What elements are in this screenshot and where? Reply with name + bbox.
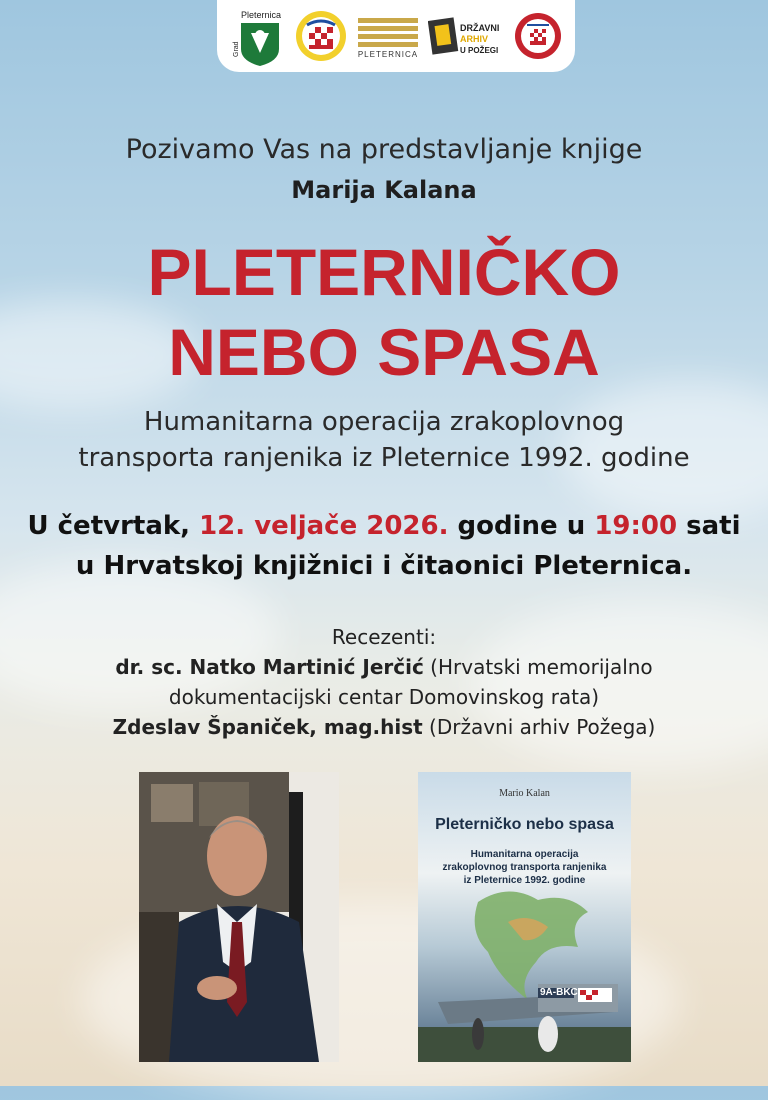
book-subtitle [0, 404, 768, 476]
svg-text:U POŽEGI: U POŽEGI [460, 46, 499, 55]
event-place: u Hrvatskoj knjižnici i čitaonici Pleternica. [75, 551, 693, 581]
event-date: 12. veljače 2026. [199, 511, 449, 541]
cover-subtitle [418, 848, 631, 887]
county-coat-of-arms-logo [294, 8, 348, 64]
svg-text:Grad: Grad [233, 41, 241, 57]
library-pleternica-logo [356, 8, 420, 64]
svg-text:DRŽAVNI: DRŽAVNI [460, 23, 500, 33]
invitation-text: Pozivamo Vas na predstavljanje knjige [125, 134, 643, 165]
cover-subtitle-3: iz Pleternice 1992. godine [463, 875, 586, 886]
event-date-time [0, 506, 768, 546]
reviewer-2-name: Zdeslav Španiček, mag.hist [112, 715, 423, 739]
book-title-line-1: PLETERNIČKO [147, 235, 621, 309]
event-middle: godine u [448, 511, 595, 541]
reviewers-heading: Recezenti: [331, 625, 437, 649]
event-details [0, 506, 768, 586]
croatian-emblem-logo [513, 8, 563, 64]
reviewer-1-institution-cont: dokumentacijski centar Domovinskog rata) [168, 685, 600, 709]
subtitle-line-2: transporta ranjenika iz Pleternice 1992. godine [78, 443, 690, 473]
reviewer-1-name: dr. sc. Natko Martinić Jerčić [115, 655, 424, 679]
subtitle-line-1: Humanitarna operacija zrakoplovnog [143, 407, 625, 437]
author-photo [139, 772, 339, 1062]
reviewer-1 [0, 652, 768, 682]
reviewer-1-institution: (Hrvatski memorijalno [423, 655, 653, 679]
svg-text:Pleternica: Pleternica [241, 10, 282, 20]
book-cover-image [418, 772, 631, 1062]
cover-aircraft-registration: 9A-BKC [540, 987, 578, 998]
logo-bar [217, 0, 575, 72]
book-title-line-2: NEBO SPASA [168, 315, 600, 389]
reviewer-2-institution: (Državni arhiv Požega) [422, 715, 656, 739]
grad-pleternica-logo [229, 8, 285, 64]
library-logo-text: PLETERNICA [357, 49, 419, 59]
reviewer-2 [0, 712, 768, 742]
cover-subtitle-2: zrakoplovnog transporta ranjenika [442, 862, 607, 873]
drzavni-arhiv-logo [428, 8, 504, 64]
book-author: Marija Kalana [291, 176, 477, 204]
reviewers [0, 622, 768, 742]
svg-text:ARHIV: ARHIV [460, 34, 489, 44]
cover-author: Mario Kalan [499, 788, 550, 799]
cover-title: Pleterničko nebo spasa [435, 816, 614, 833]
cover-subtitle-1: Humanitarna operacija [470, 849, 579, 860]
event-suffix: sati [677, 511, 741, 541]
event-prefix: U četvrtak, [27, 511, 200, 541]
event-time: 19:00 [594, 511, 678, 541]
